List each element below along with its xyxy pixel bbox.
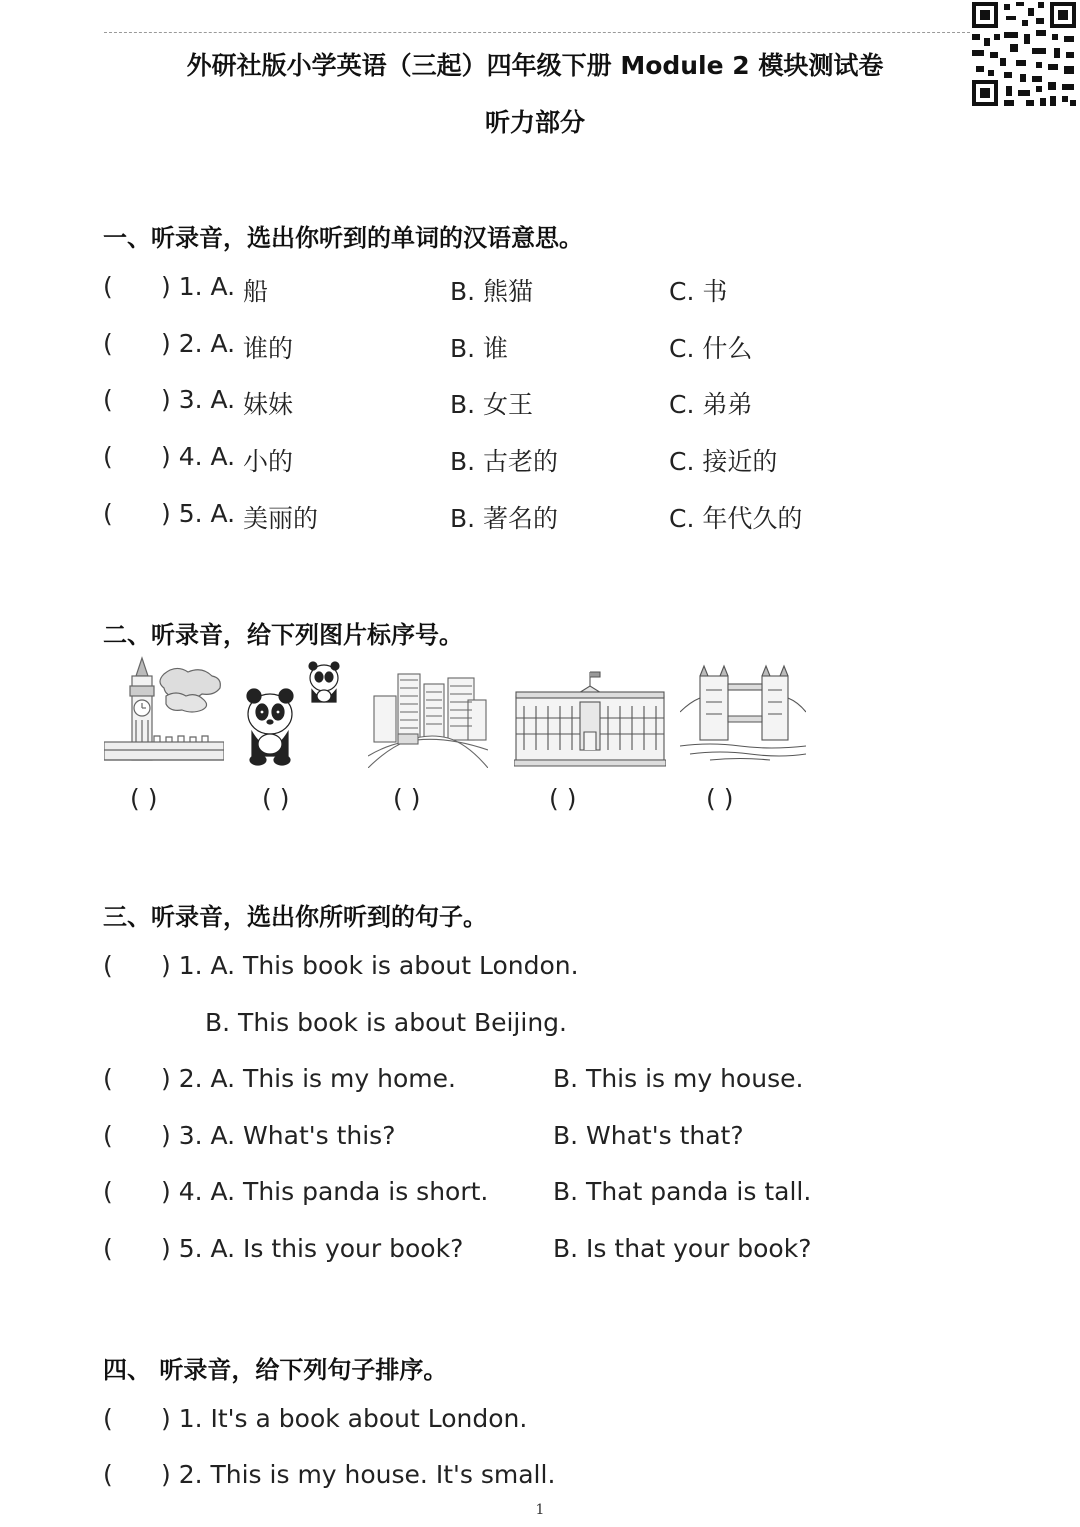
option-b: B. What's that?	[553, 1121, 744, 1150]
option-a: 妹妹	[243, 390, 294, 419]
answer-blank[interactable]: (	[103, 1064, 113, 1093]
section-3-heading: 三、听录音，选出你所听到的句子。	[103, 903, 487, 931]
answer-blank[interactable]: (	[103, 951, 113, 980]
city-street-picture	[368, 656, 488, 768]
option-a: ) 2. A. This is my home.	[161, 1064, 456, 1093]
buckingham-palace-picture	[514, 656, 666, 768]
option-c: C. 接近的	[669, 447, 778, 476]
option-b: B. Is that your book?	[553, 1234, 812, 1263]
big-ben-picture	[104, 656, 224, 768]
picture-4-blank[interactable]: ( )	[549, 784, 577, 813]
option-a: ) 4. A. This panda is short.	[161, 1177, 489, 1206]
picture-1-blank[interactable]: ( )	[130, 784, 158, 813]
option-c: C. 书	[669, 277, 728, 306]
answer-blank[interactable]: (	[103, 1404, 113, 1433]
option-b: B. That panda is tall.	[553, 1177, 812, 1206]
page-title: 外研社版小学英语（三起）四年级下册 Module 2 模块测试卷	[186, 51, 884, 80]
answer-blank[interactable]: (	[103, 499, 113, 528]
picture-3-blank[interactable]: ( )	[393, 784, 421, 813]
answer-blank[interactable]: (	[103, 1234, 113, 1263]
option-c: C. 弟弟	[669, 390, 753, 419]
answer-blank[interactable]: (	[103, 272, 113, 301]
panda-picture	[240, 656, 350, 768]
picture-2-blank[interactable]: ( )	[262, 784, 290, 813]
page-subtitle: 听力部分	[484, 108, 585, 137]
option-a: 小的	[243, 447, 294, 476]
answer-blank[interactable]: (	[103, 1177, 113, 1206]
option-b: B. 谁	[450, 334, 509, 363]
option-c: C. 什么	[669, 334, 753, 363]
answer-blank[interactable]: (	[103, 442, 113, 471]
option-b: B. 熊猫	[450, 277, 534, 306]
option-b: B. 女王	[450, 390, 534, 419]
option-a: ) 5. A. Is this your book?	[161, 1234, 464, 1263]
picture-5-blank[interactable]: ( )	[706, 784, 734, 813]
option-a: ) 3. A. What's this?	[161, 1121, 396, 1150]
section-1-heading: 一、听录音，选出你听到的单词的汉语意思。	[103, 224, 583, 252]
tower-bridge-picture	[680, 656, 806, 768]
option-a: ) 1. A. This book is about London.	[161, 951, 579, 980]
header-divider	[104, 32, 970, 33]
answer-blank[interactable]: (	[103, 329, 113, 358]
answer-blank[interactable]: (	[103, 1121, 113, 1150]
option-c: C. 年代久的	[669, 504, 803, 533]
option-a: 谁的	[243, 334, 294, 363]
option-b: B. This is my house.	[553, 1064, 804, 1093]
option-b: B. 古老的	[450, 447, 559, 476]
option-a: 美丽的	[243, 504, 319, 533]
option-b: B. 著名的	[450, 504, 559, 533]
page-number: 1	[535, 1502, 545, 1518]
option-a: 船	[243, 277, 269, 306]
answer-blank[interactable]: (	[103, 385, 113, 414]
section-4-heading: 四、 听录音，给下列句子排序。	[103, 1356, 448, 1384]
answer-blank[interactable]: (	[103, 1460, 113, 1489]
section-2-heading: 二、听录音，给下列图片标序号。	[103, 621, 463, 649]
option-b: B. This book is about Beijing.	[205, 1008, 567, 1037]
